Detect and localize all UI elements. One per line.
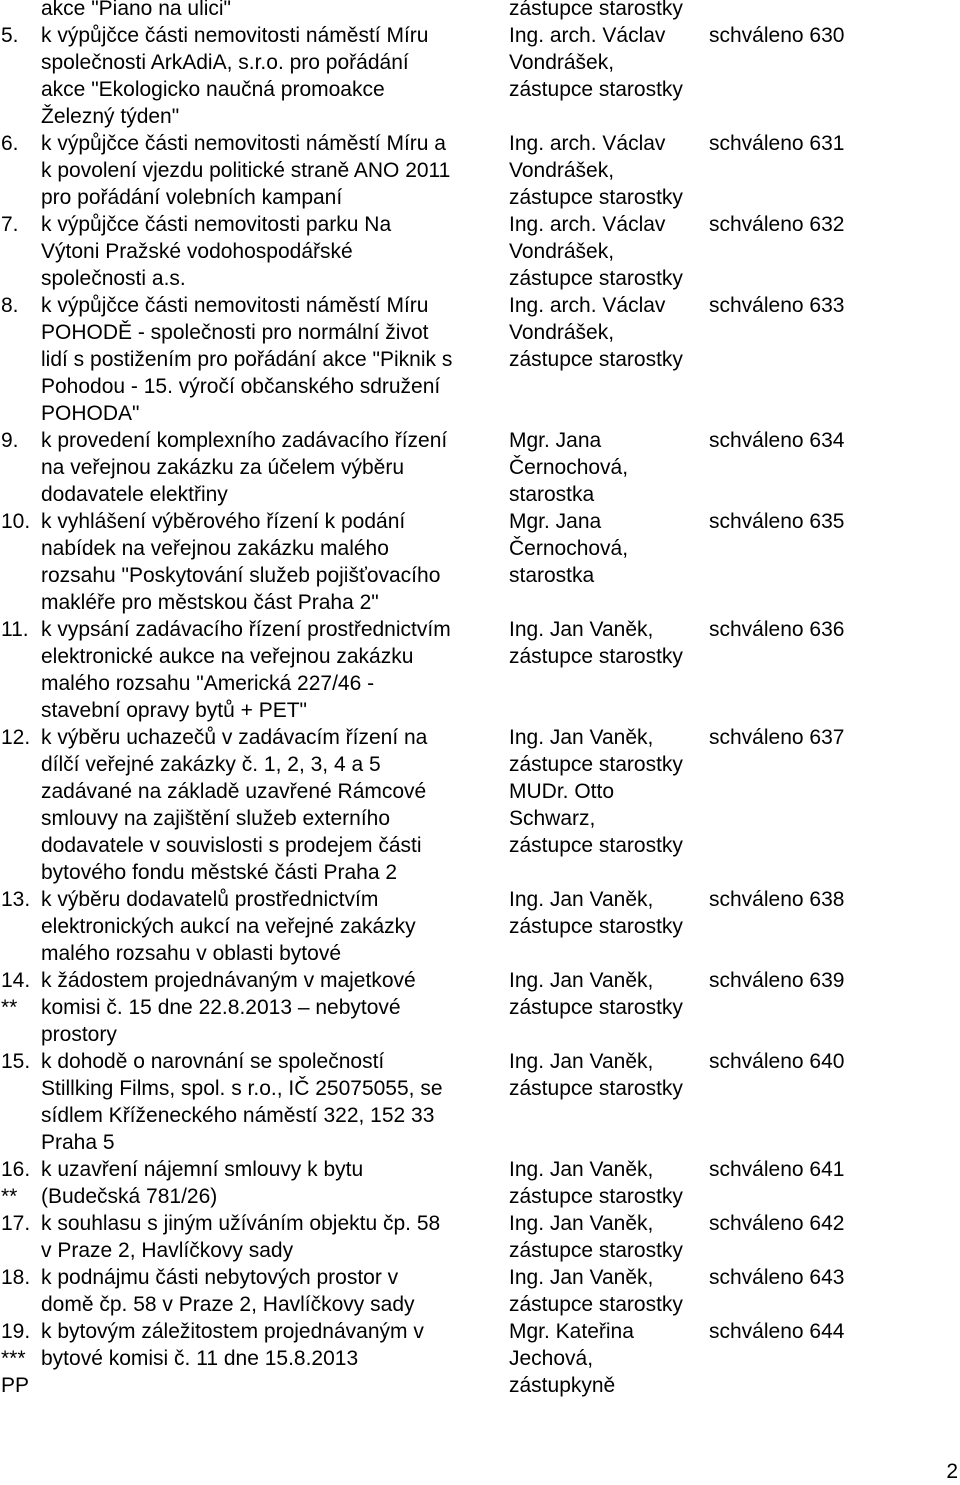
item-result: schváleno 640: [709, 1050, 845, 1073]
item-description: k souhlasu s jiným užíváním objektu čp. 58 v Praze 2, Havlíčkovy sady: [41, 1212, 441, 1262]
agenda-row: [0, 427, 960, 508]
agenda-row: [0, 22, 960, 130]
item-description: k výpůjčce části nemovitosti náměstí Míru a k povolení vjezdu politické straně ANO 2011 pro pořádání volebních kampaní: [41, 132, 451, 209]
item-description: k podnájmu části nebytových prostor v domě čp. 58 v Praze 2, Havlíčkovy sady: [41, 1266, 415, 1316]
item-description: k uzavření nájemní smlouvy k bytu (Budečská 781/26): [41, 1158, 364, 1208]
item-number: 18.: [1, 1266, 31, 1289]
item-result: schváleno 642: [709, 1212, 845, 1235]
item-result: schváleno 638: [709, 888, 845, 911]
agenda-row: [0, 1210, 960, 1264]
item-presenter: Ing. Jan Vaněk, zástupce starostky: [509, 1212, 683, 1262]
item-number: 12.: [1, 726, 31, 749]
item-presenter: Ing. Jan Vaněk, zástupce starostky: [509, 1050, 683, 1100]
agenda-row: [0, 508, 960, 616]
agenda-row: [0, 292, 960, 427]
item-result: schváleno 639: [709, 969, 845, 992]
item-number: 13.: [1, 888, 31, 911]
agenda-row: [0, 1264, 960, 1318]
item-presenter: Ing. arch. Václav Vondrášek, zástupce starostky: [509, 132, 683, 209]
item-description: k vypsání zadávacího řízení prostřednictvím elektronické aukce na veřejnou zakázku malého rozsahu "Americká 227/46 - stavební opravy bytů + PET": [41, 618, 451, 722]
item-description: k provedení komplexního zadávacího řízení na veřejnou zakázku za účelem výběru dodavatele elektřiny: [41, 429, 448, 506]
item-result: schváleno 633: [709, 294, 845, 317]
item-presenter: Ing. Jan Vaněk, zástupce starostky: [509, 969, 683, 1019]
item-presenter: Ing. Jan Vaněk, zástupce starostky: [509, 1158, 683, 1208]
item-result: schváleno 636: [709, 618, 845, 641]
agenda-row: [0, 1048, 960, 1156]
agenda-row: [0, 211, 960, 292]
item-number: 7.: [1, 213, 19, 236]
item-result: schváleno 634: [709, 429, 845, 452]
item-presenter: Ing. Jan Vaněk, zástupce starostky MUDr. Otto Schwarz, zástupce starostky: [509, 726, 683, 857]
agenda-row: [0, 724, 960, 886]
agenda-row: [0, 616, 960, 724]
item-result: schváleno 630: [709, 24, 845, 47]
item-number: 9.: [1, 429, 19, 452]
item-result: schváleno 631: [709, 132, 845, 155]
item-description: k žádostem projednávaným v majetkové komisi č. 15 dne 22.8.2013 – nebytové prostory: [41, 969, 416, 1046]
item-description: k výběru dodavatelů prostřednictvím elektronických aukcí na veřejné zakázky malého rozsahu v oblasti bytové: [41, 888, 416, 965]
agenda-row: [0, 1156, 960, 1210]
item-presenter: Ing. arch. Václav Vondrášek, zástupce starostky: [509, 24, 683, 101]
item-result: schváleno 643: [709, 1266, 845, 1289]
page-number: 2: [946, 1460, 958, 1483]
item-number: 6.: [1, 132, 19, 155]
item-result: schváleno 637: [709, 726, 845, 749]
item-description: k bytovým záležitostem projednávaným v bytové komisi č. 11 dne 15.8.2013: [41, 1320, 424, 1370]
item-number: 16. **: [1, 1158, 31, 1208]
item-presenter: Mgr. Kateřina Jechová, zástupkyně: [509, 1320, 634, 1397]
item-number: 17.: [1, 1212, 31, 1235]
item-result: schváleno 632: [709, 213, 845, 236]
item-presenter: zástupce starostky: [509, 0, 683, 20]
agenda-row: [0, 1318, 960, 1399]
item-presenter: Ing. arch. Václav Vondrášek, zástupce starostky: [509, 213, 683, 290]
item-description: k výpůjčce části nemovitosti parku Na Výtoni Pražské vodohospodářské společnosti a.s.: [41, 213, 392, 290]
item-description: k výpůjčce části nemovitosti náměstí Míru POHODĚ - společnosti pro normální život lidí s postižením pro pořádání akce "Piknik s Pohodou - 15. výročí občanského sdružení POHODA": [41, 294, 453, 425]
agenda-row: [0, 130, 960, 211]
item-result: schváleno 641: [709, 1158, 845, 1181]
agenda-row: [0, 967, 960, 1048]
item-description: k výběru uchazečů v zadávacím řízení na dílčí veřejné zakázky č. 1, 2, 3, 4 a 5 zadávané na základě uzavřené Rámcové smlouvy na zajištění služeb externího dodavatele v souvislosti s prodejem části bytového fondu městské části Praha 2: [41, 726, 428, 884]
item-number: 11.: [1, 618, 29, 641]
item-result: schváleno 644: [709, 1320, 845, 1343]
item-description: k dohodě o narovnání se společností Stillking Films, spol. s r.o., IČ 25075055, se sídlem Kříženeckého náměstí 322, 152 33 Praha 5: [41, 1050, 443, 1154]
item-presenter: Ing. Jan Vaněk, zástupce starostky: [509, 1266, 683, 1316]
item-description: k vyhlášení výběrového řízení k podání nabídek na veřejnou zakázku malého rozsahu "Poskytování služeb pojišťovacího makléře pro městskou část Praha 2": [41, 510, 441, 614]
item-presenter: Ing. Jan Vaněk, zástupce starostky: [509, 618, 683, 668]
item-number: 5.: [1, 24, 19, 47]
item-number: 19. *** PP: [1, 1320, 31, 1397]
item-description: k výpůjčce části nemovitosti náměstí Míru společnosti ArkAdiA, s.r.o. pro pořádání akce "Ekologicko naučná promoakce Železný týden": [41, 24, 429, 128]
item-presenter: Mgr. Jana Černochová, starostka: [509, 429, 629, 506]
item-number: 14. **: [1, 969, 31, 1019]
item-description: akce "Piano na ulici": [41, 0, 232, 20]
item-number: 8.: [1, 294, 19, 317]
item-presenter: Mgr. Jana Černochová, starostka: [509, 510, 629, 587]
item-result: schváleno 635: [709, 510, 845, 533]
item-presenter: Ing. arch. Václav Vondrášek, zástupce starostky: [509, 294, 683, 371]
item-number: 10.: [1, 510, 31, 533]
item-number: 15.: [1, 1050, 31, 1073]
agenda-row: [0, 886, 960, 967]
item-presenter: Ing. Jan Vaněk, zástupce starostky: [509, 888, 683, 938]
agenda-row: [0, 0, 960, 22]
